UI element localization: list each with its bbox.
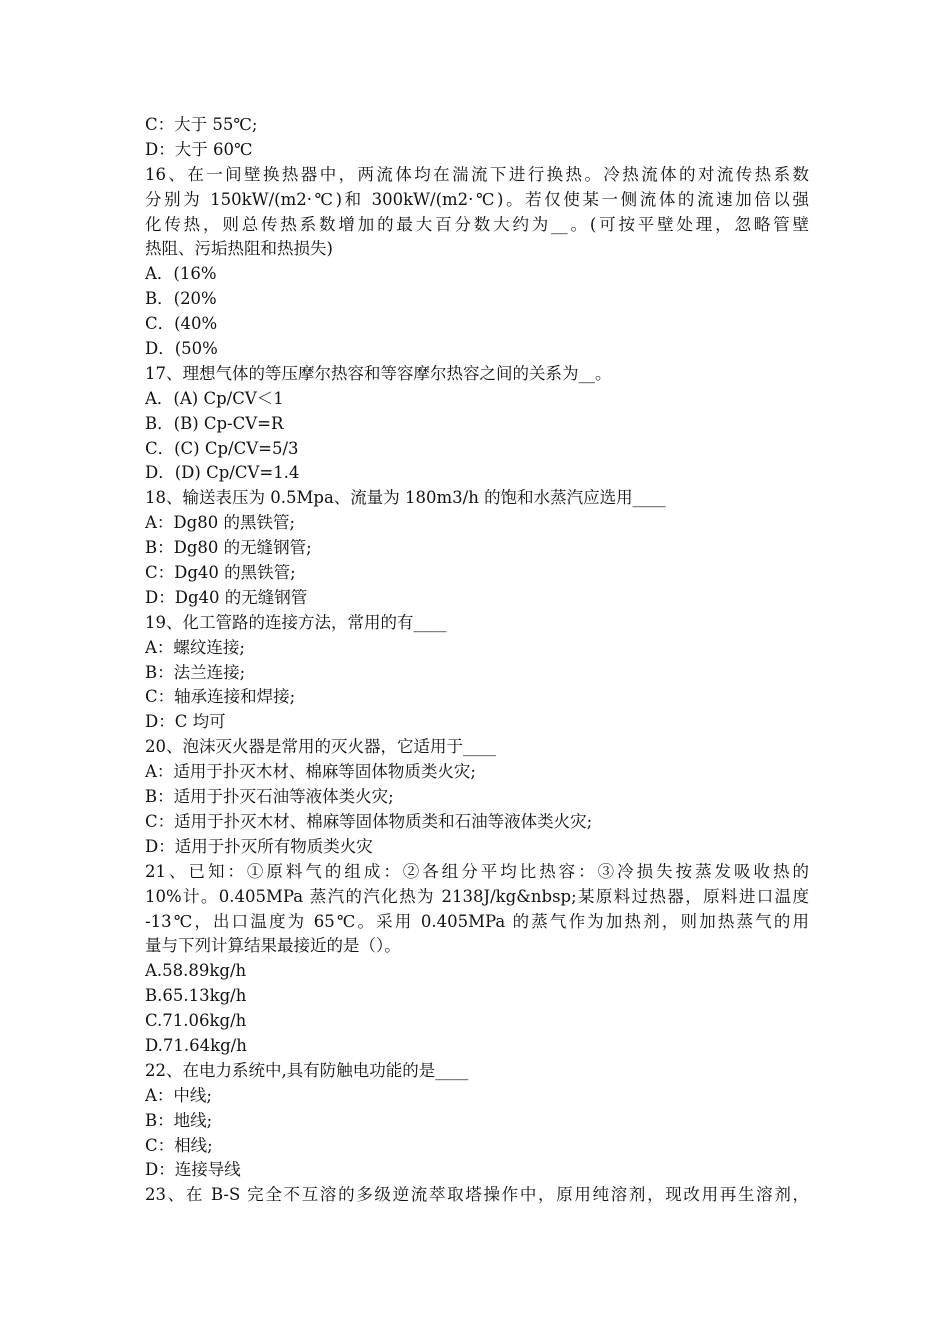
text-line: B：法兰连接; [145, 662, 246, 682]
text-line: C：轴承连接和焊接; [145, 687, 296, 707]
text-line: C：适用于扑灭木材、棉麻等固体物质类和石油等液体类火灾; [145, 811, 593, 831]
text-line: 23、在 B-S 完全不互溶的多级逆流萃取塔操作中，原用纯溶剂，现改用再生溶剂， [145, 1185, 809, 1205]
text-line: B．(20% [145, 289, 217, 309]
text-line: 量与下列计算结果最接近的是（）。 [145, 936, 401, 956]
text-line: 21、已知：①原料气的组成：②各组分平均比热容：③冷损失按蒸发吸收热的 [145, 861, 809, 881]
text-line: C．(40% [145, 314, 218, 334]
text-line: A.58.89kg/h [145, 961, 247, 981]
text-line: A：螺纹连接; [145, 637, 245, 657]
text-line: D．(50% [145, 339, 218, 359]
text-line: 20、泡沫灭火器是常用的灭火器，它适用于____ [145, 737, 496, 757]
text-line: A：中线; [145, 1085, 212, 1105]
text-line: D：适用于扑灭所有物质类火灾 [145, 836, 373, 856]
text-line: 热阻、污垢热阻和热损失) [145, 239, 333, 259]
text-line: B．(B) Cp-CV=R [145, 413, 284, 433]
document-body [145, 113, 809, 1208]
text-line: 18、输送表压为 0.5Mpa、流量为 180m3/h 的饱和水蒸汽应选用____ [145, 488, 666, 508]
text-line: D．(D) Cp/CV=1.4 [145, 463, 300, 483]
text-line: C.71.06kg/h [145, 1011, 247, 1031]
text-line: B：Dg80 的无缝钢管; [145, 538, 312, 558]
text-line: B：地线; [145, 1110, 213, 1130]
text-line: 19、化工管路的连接方法，常用的有____ [145, 612, 447, 632]
text-line: -13℃，出口温度为 65℃。采用 0.405MPa 的蒸气作为加热剂，则加热蒸气的用 [145, 911, 809, 931]
text-line: C．(C) Cp/CV=5/3 [145, 438, 299, 458]
text-line: 10%计。0.405MPa 蒸汽的汽化热为 2138J/kg&nbsp;某原料过热器，原料进口温度 [145, 886, 809, 906]
text-line: A：Dg80 的黑铁管; [145, 513, 296, 533]
text-line: D.71.64kg/h [145, 1035, 247, 1055]
text-line: A：适用于扑灭木材、棉麻等固体物质类火灾; [145, 762, 476, 782]
text-line: D：大于 60℃ [145, 139, 253, 159]
text-line: 17、理想气体的等压摩尔热容和等容摩尔热容之间的关系为__。 [145, 363, 612, 383]
text-line: D：C 均可 [145, 712, 226, 732]
text-line: C：相线; [145, 1135, 213, 1155]
text-line: C：Dg40 的黑铁管; [145, 563, 296, 583]
text-line: A．(A) Cp/CV＜1 [145, 388, 284, 408]
text-line: 化传热，则总传热系数增加的最大百分数大约为__。(可按平壁处理，忽略管壁 [145, 214, 809, 234]
text-line: A．(16% [145, 264, 217, 284]
text-line: B：适用于扑灭石油等液体类火灾; [145, 787, 394, 807]
text-line: C：大于 55℃; [145, 115, 258, 134]
text-line: B.65.13kg/h [145, 986, 247, 1006]
text-line: 16、在一间壁换热器中，两流体均在湍流下进行换热。冷热流体的对流传热系数 [145, 164, 809, 184]
text-line: D：Dg40 的无缝钢管 [145, 587, 308, 607]
text-line: D：连接导线 [145, 1160, 241, 1180]
text-line: 分别为 150kW/(m2·℃)和 300kW/(m2·℃)。若仅使某一侧流体的流速加倍以强 [145, 189, 809, 209]
text-line: 22、在电力系统中,具有防触电功能的是____ [145, 1060, 469, 1080]
